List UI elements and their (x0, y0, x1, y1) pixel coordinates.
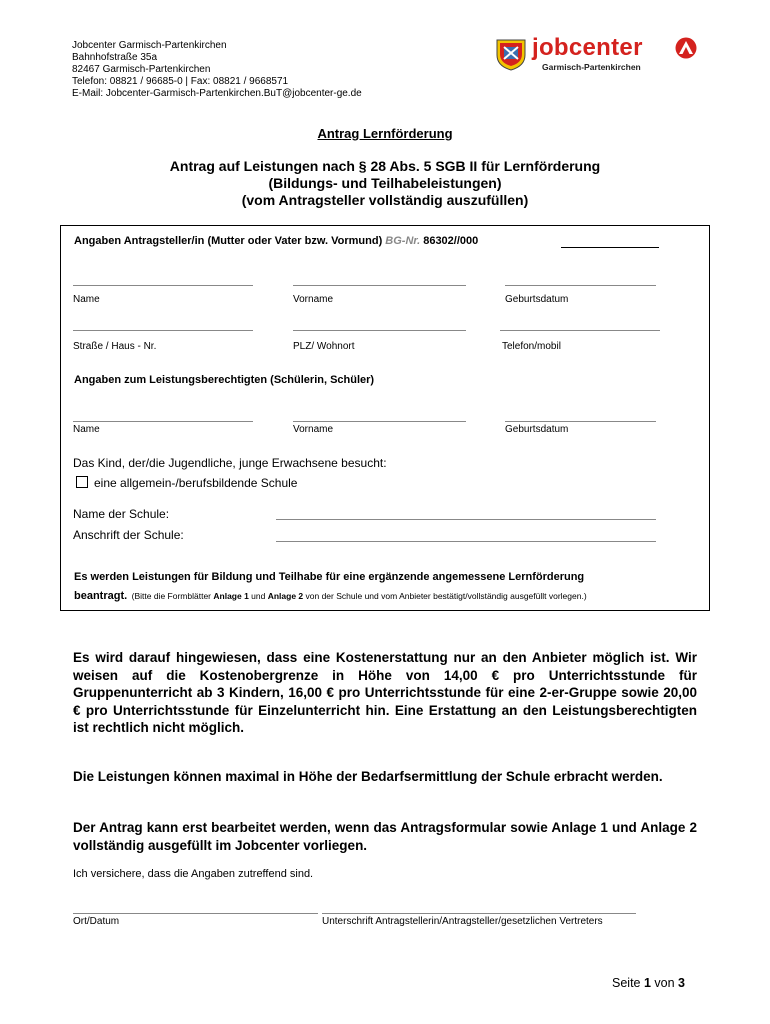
street-field[interactable] (73, 330, 253, 331)
phone-field[interactable] (500, 330, 660, 331)
logo-subtitle: Garmisch-Partenkirchen (542, 62, 641, 72)
form-title: Antrag Lernförderung (317, 126, 453, 141)
limit-notice: Die Leistungen können maximal in Höhe der Bedarfsermittlung der Schule erbracht werden. (73, 769, 663, 784)
name-label: Name (73, 294, 100, 305)
cost-notice: Es wird darauf hingewiesen, dass eine Kostenerstattung nur an den Anbieter möglich ist. Wir weisen auf die Kostenobergrenze in Höhe von 14,00 € pro Unterrichtsstunde für Gruppenunterricht ab 3 Kindern, 16,00 € pro Unterrichtsstunde für eine 2-er-Gruppe sowie 20,00 € pro Unterrichtsstunde für Einzelunterricht hin. Eine Erstattung an den Leistungsberechtigten ist rechtlich nicht möglich. (73, 650, 697, 735)
address-line: 82467 Garmisch-Partenkirchen (72, 64, 211, 75)
child-birthdate-label: Geburtsdatum (505, 424, 569, 435)
processing-notice: Der Antrag kann erst bearbeitet werden, wenn das Antragsformular sowie Anlage 1 und Anlage 2 vollständig ausgefüllt im Jobcenter vorliegen. (73, 820, 697, 853)
request-note-text: (Bitte die Formblätter Anlage 1 und Anlage 2 von der Schule und vom Anbieter bestätigt/vollständig ausgefüllt vorlegen.) (131, 591, 587, 601)
form-box (60, 225, 710, 611)
school-type-checkbox[interactable] (76, 476, 88, 488)
signature-field[interactable] (322, 913, 636, 914)
school-intro: Das Kind, der/die Jugendliche, junge Erwachsene besucht: (73, 456, 387, 470)
school-name-label: Name der Schule: (73, 507, 170, 521)
subtitle-line: (Bildungs- und Teilhabeleistungen) (268, 175, 502, 191)
request-line: Es werden Leistungen für Bildung und Teilhabe für eine ergänzende angemessene Lernförderung (74, 571, 585, 583)
place-date-field[interactable] (73, 913, 318, 914)
school-type-option[interactable] (76, 476, 297, 490)
school-name-field[interactable] (276, 519, 656, 520)
child-name-field[interactable] (73, 421, 253, 422)
coat-of-arms-icon (494, 37, 528, 71)
subtitle-line: (vom Antragsteller vollständig auszufüllen) (241, 192, 529, 208)
bg-number-label: BG-Nr. (385, 235, 421, 247)
page-number: Seite 1 von 3 (612, 976, 685, 990)
school-address-label: Anschrift der Schule: (73, 528, 184, 542)
school-address-field[interactable] (276, 541, 656, 542)
child-first-name-field[interactable] (293, 421, 466, 422)
child-first-name-label: Vorname (293, 424, 334, 435)
address-line: Bahnhofstraße 35a (72, 52, 158, 63)
bg-number-value: 86302//000 (423, 235, 479, 247)
first-name-label: Vorname (293, 294, 334, 305)
bg-number-field[interactable] (561, 247, 659, 248)
birthdate-field[interactable] (505, 285, 656, 286)
declaration-text: Ich versichere, dass die Angaben zutreffend sind. (73, 868, 314, 880)
address-line: E-Mail: Jobcenter-Garmisch-Partenkirchen.BuT@jobcenter-ge.de (72, 88, 362, 99)
school-type-label: eine allgemein-/berufsbildende Schule (94, 476, 298, 490)
phone-label: Telefon/mobil (502, 341, 561, 352)
child-name-label: Name (73, 424, 100, 435)
beneficiary-heading: Angaben zum Leistungsberechtigten (Schülerin, Schüler) (74, 374, 375, 386)
applicant-heading-text: Angaben Antragsteller/in (Mutter oder Vater bzw. Vormund) (74, 235, 383, 247)
subtitle-line: Antrag auf Leistungen nach § 28 Abs. 5 SGB II für Lernförderung (169, 158, 601, 174)
form-subtitle (0, 158, 770, 209)
signature-label: Unterschrift Antragstellerin/Antragsteller/gesetzlichen Vertreters (322, 916, 603, 927)
logo-wordmark: jobcenter (532, 34, 643, 61)
place-date-label: Ort/Datum (73, 916, 120, 927)
zip-city-label: PLZ/ Wohnort (293, 341, 355, 352)
zip-city-field[interactable] (293, 330, 466, 331)
address-line: Telefon: 08821 / 96685-0 | Fax: 08821 / 9668571 (72, 76, 289, 87)
child-birthdate-field[interactable] (505, 421, 656, 422)
jobcenter-logo (494, 36, 704, 76)
applicant-heading (74, 235, 478, 247)
name-field[interactable] (73, 285, 253, 286)
sender-address (72, 40, 362, 100)
birthdate-label: Geburtsdatum (505, 294, 569, 305)
request-bold-word: beantragt. (74, 590, 128, 602)
first-name-field[interactable] (293, 285, 466, 286)
street-label: Straße / Haus - Nr. (73, 341, 157, 352)
request-note (74, 586, 587, 604)
address-line: Jobcenter Garmisch-Partenkirchen (72, 40, 227, 51)
jobcenter-triangle-icon (675, 37, 697, 59)
